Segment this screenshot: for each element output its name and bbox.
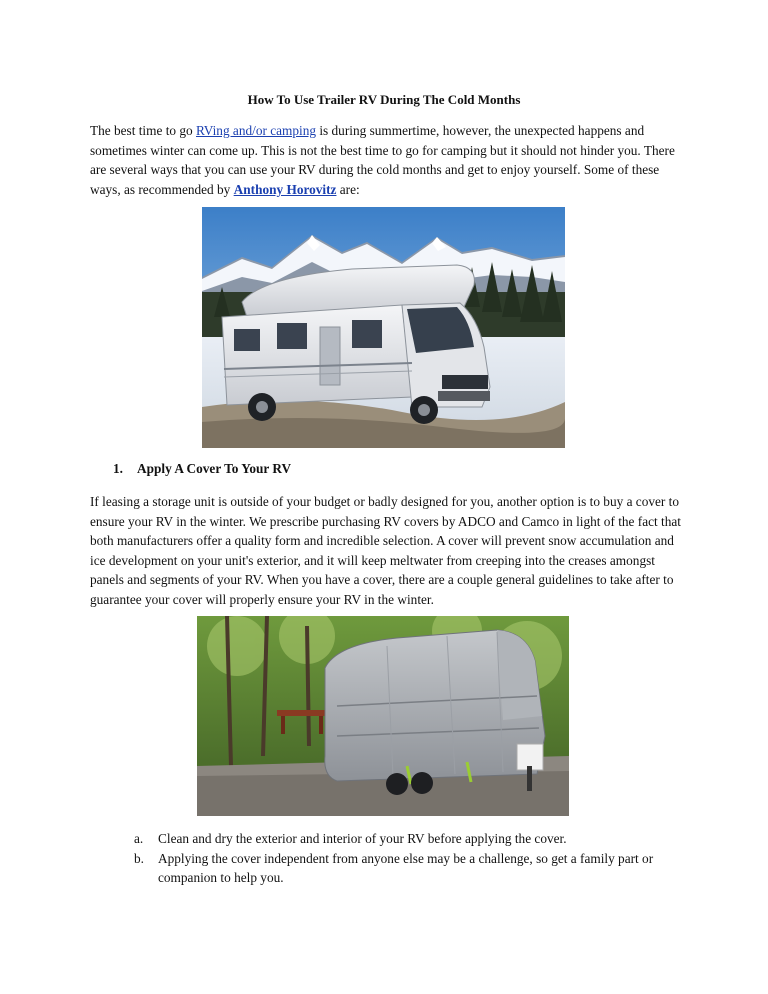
list-marker: b. — [134, 850, 144, 866]
section-1-body: If leasing a storage unit is outside of your budget or badly designed for you, another option is to buy a cover to ensure your RV in the winter. We prescribe purchasing RV covers by ADCO and Camco in light of the fact that both manufacturers offer a quality form and incredible selection. A cover will prevent snow accumulation and ice development on your unit's exterior, and it will keep meltwater from creeping into the creases amongst panels and segments of your RV. When you have a cover, there are a couple general guidelines to take after to guarantee your cover will properly ensure your RV in the winter. — [90, 494, 681, 607]
anthony-horovitz-link[interactable]: Anthony Horovitz — [233, 181, 337, 197]
cover-guidelines-list — [134, 829, 694, 888]
rv-snow-mountains-image — [202, 207, 565, 448]
list-marker: a. — [134, 831, 144, 846]
section-1-heading — [113, 461, 291, 477]
covered-rv-forest-image — [197, 616, 569, 816]
section-1-title: Apply A Cover To Your RV — [137, 461, 292, 476]
intro-text-2: is during summertime, however, the unexpected happens and sometimes winter can come up. This is not the best time to go for camping but it should not hinder you. There are several ways that you can use your RV during the cold months and get to enjoy yourself. Some of these ways, as recommended by — [90, 123, 675, 197]
list-item-text: Clean and dry the exterior and interior of your RV before applying the cover. — [158, 831, 567, 846]
rving-camping-link[interactable]: RVing and/or camping — [196, 123, 317, 138]
list-item — [134, 849, 694, 888]
intro-paragraph — [90, 121, 690, 199]
list-item-text: Applying the cover independent from anyone else may be a challenge, so get a family part or companion to help you. — [158, 850, 654, 885]
intro-text-3: are: — [336, 181, 360, 197]
section-1-number: 1. — [113, 461, 123, 476]
document-title: How To Use Trailer RV During The Cold Months — [247, 92, 521, 107]
intro-text-1: The best time to go — [90, 123, 196, 138]
list-item — [134, 829, 694, 849]
